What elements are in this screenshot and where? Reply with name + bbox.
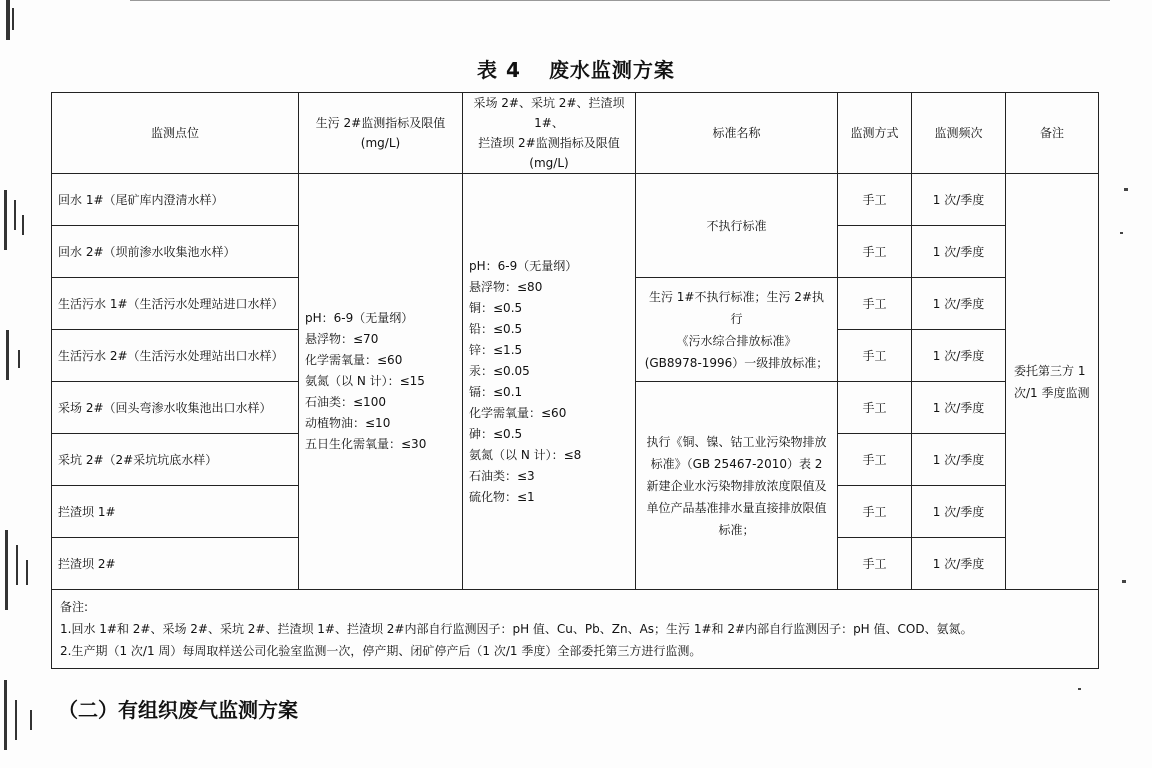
scan-speck <box>1078 688 1081 690</box>
point-cell: 生活污水 2#（生活污水处理站出口水样） <box>52 330 299 382</box>
method-cell: 手工 <box>838 226 912 278</box>
mining-limits-cell: pH：6-9（无量纲） 悬浮物：≤80 铜：≤0.5 铅：≤0.5 锌：≤1.5 汞：≤0.05 镉：≤0.1 化学需氧量：≤60 砷：≤0.5 氨氮（以 N 计）：≤8 石油类：≤3 硫化物：≤1 <box>463 174 636 590</box>
header-remark: 备注 <box>1006 93 1099 174</box>
frequency-cell: 1 次/季度 <box>912 382 1006 434</box>
point-cell: 生活污水 1#（生活污水处理站进口水样） <box>52 278 299 330</box>
table-title-text: 废水监测方案 <box>548 58 675 82</box>
note-item: 2.生产期（1 次/1 周）每周取样送公司化验室监测一次，停产期、闭矿停产后（1 次/1 季度）全部委托第三方进行监测。 <box>60 644 702 658</box>
method-cell: 手工 <box>838 278 912 330</box>
table-row <box>52 174 1099 226</box>
remark-cell: 委托第三方 1 次/1 季度监测 <box>1006 174 1099 590</box>
header-mining-limits: 采场 2#、采坑 2#、拦渣坝 1#、 拦渣坝 2#监测指标及限值 (mg/L) <box>463 93 636 174</box>
note-item: 1.回水 1#和 2#、采场 2#、采坑 2#、拦渣坝 1#、拦渣坝 2#内部自行监测因子：pH 值、Cu、Pb、Zn、As；生污 1#和 2#内部自行监测因子：pH 值、COD、氨氮。 <box>60 622 973 636</box>
method-cell: 手工 <box>838 434 912 486</box>
standard-cell: 生污 1#不执行标准；生污 2#执行 《污水综合排放标准》 (GB8978-1996）一级排放标准； <box>636 278 838 382</box>
frequency-cell: 1 次/季度 <box>912 226 1006 278</box>
point-cell: 拦渣坝 1# <box>52 486 299 538</box>
notes-cell <box>52 590 1099 669</box>
method-cell: 手工 <box>838 486 912 538</box>
scan-speck <box>1124 188 1128 191</box>
scan-edge-artifact <box>0 0 44 768</box>
frequency-cell: 1 次/季度 <box>912 538 1006 590</box>
header-standard: 标准名称 <box>636 93 838 174</box>
top-rule <box>130 0 1110 1</box>
method-cell: 手工 <box>838 174 912 226</box>
scan-speck <box>1122 580 1126 583</box>
header-row <box>52 93 1099 174</box>
section-heading: （二）有组织废气监测方案 <box>58 698 298 722</box>
point-cell: 拦渣坝 2# <box>52 538 299 590</box>
frequency-cell: 1 次/季度 <box>912 434 1006 486</box>
frequency-cell: 1 次/季度 <box>912 174 1006 226</box>
header-point: 监测点位 <box>52 93 299 174</box>
header-method: 监测方式 <box>838 93 912 174</box>
table-title <box>0 54 1152 83</box>
point-cell: 回水 1#（尾矿库内澄清水样） <box>52 174 299 226</box>
scan-speck <box>1120 232 1123 234</box>
standard-cell: 执行《铜、镍、钴工业污染物排放 标准》（GB 25467-2010）表 2 新建企业水污染物排放浓度限值及 单位产品基准排水量直接排放限值 标准； <box>636 382 838 590</box>
point-cell: 采坑 2#（2#采坑坑底水样） <box>52 434 299 486</box>
table-number: 表 4 <box>477 58 521 82</box>
method-cell: 手工 <box>838 538 912 590</box>
header-domestic-limits: 生污 2#监测指标及限值 (mg/L) <box>299 93 463 174</box>
method-cell: 手工 <box>838 382 912 434</box>
header-frequency: 监测频次 <box>912 93 1006 174</box>
frequency-cell: 1 次/季度 <box>912 330 1006 382</box>
wastewater-monitoring-table <box>51 92 1099 669</box>
point-cell: 采场 2#（回头弯渗水收集池出口水样） <box>52 382 299 434</box>
point-cell: 回水 2#（坝前渗水收集池水样） <box>52 226 299 278</box>
frequency-cell: 1 次/季度 <box>912 278 1006 330</box>
notes-row <box>52 590 1099 669</box>
notes-label: 备注: <box>60 600 89 614</box>
domestic-limits-cell: pH：6-9（无量纲） 悬浮物：≤70 化学需氧量：≤60 氨氮（以 N 计）：≤15 石油类：≤100 动植物油：≤10 五日生化需氧量：≤30 <box>299 174 463 590</box>
frequency-cell: 1 次/季度 <box>912 486 1006 538</box>
standard-cell: 不执行标准 <box>636 174 838 278</box>
method-cell: 手工 <box>838 330 912 382</box>
